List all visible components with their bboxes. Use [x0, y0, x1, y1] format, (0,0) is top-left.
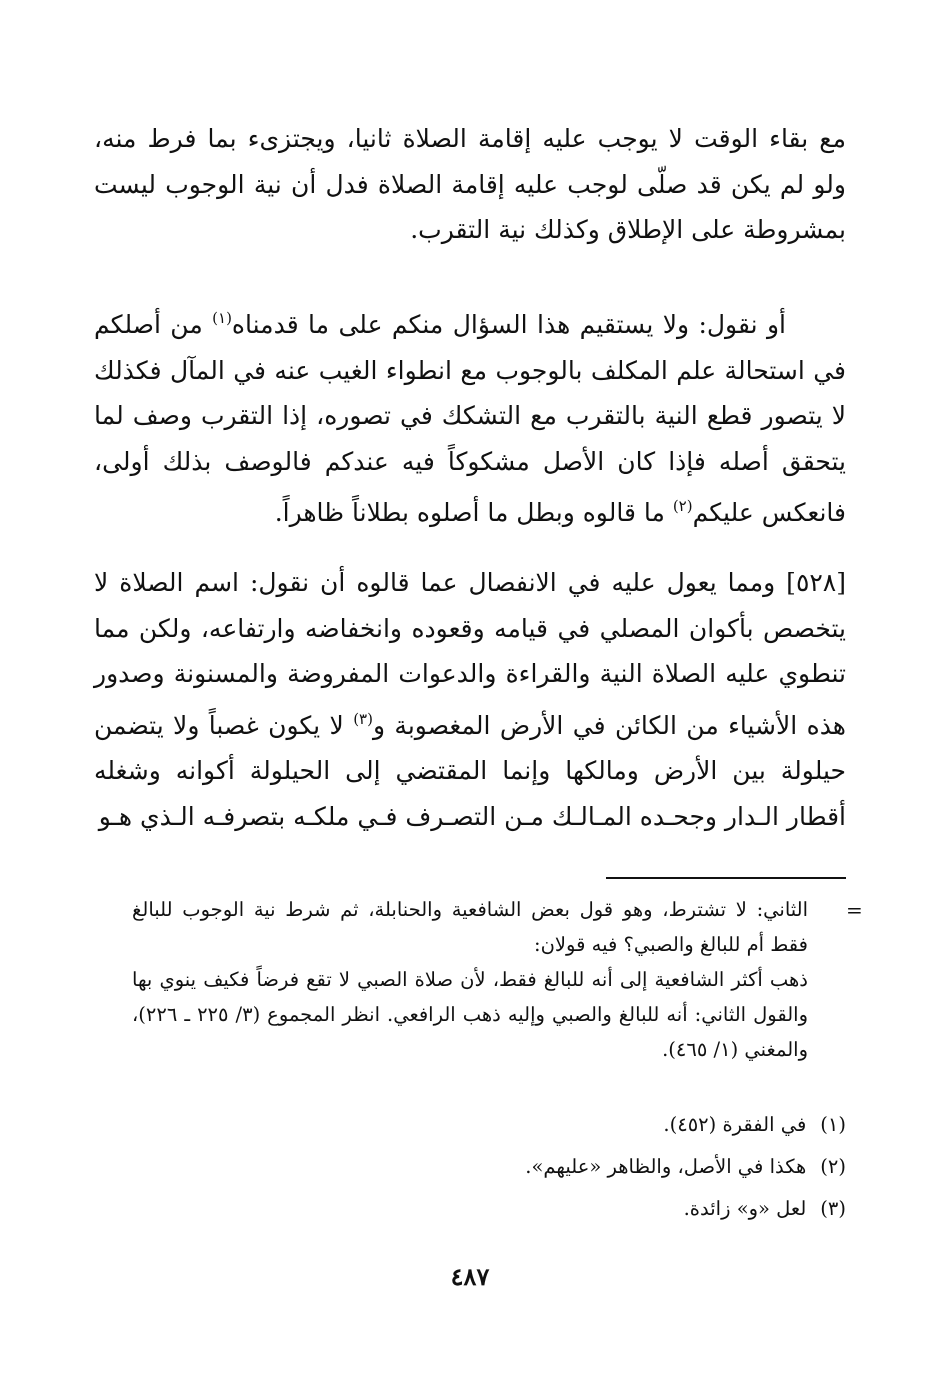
footnote-number: (٢)	[820, 1155, 846, 1178]
paragraph-3-text-a: [٥٢٨] ومما يعول عليه في الانفصال عما قالوه أن نقول: اسم الصلاة لا يتخصص بأكوان المصلي في قيامه وقعوده وانخفاضه وارتفاعه، ولكن مما تنطوي عليه الصلاة النية والقراءة والدعوات المفروضة والمسنونة وصدور هذه الأشياء من الكائن في الأرض المغصوبة و	[94, 568, 846, 740]
footnote-text: لعل «و» زائدة.	[683, 1197, 807, 1220]
footnote-ref-1[interactable]: (١)	[212, 309, 232, 327]
footnote-ref-3[interactable]: (٣)	[353, 709, 373, 728]
footnote-number: (١)	[820, 1113, 846, 1136]
body-paragraph-3	[94, 560, 846, 839]
paragraph-1-text: مع بقاء الوقت لا يوجب عليه إقامة الصلاة ثانيا، ويجتزىء بما فرط منه، ولو لم يكن قد صلّى لوجب عليه إقامة الصلاة فدل أن نية الوجوب ليست بمشروطة على الإطلاق وكذلك نية التقرب.	[94, 124, 846, 244]
paragraph-2-text-a: أو نقول: ولا يستقيم هذا السؤال منكم على ما قدمناه	[231, 310, 786, 339]
body-paragraph-1	[94, 116, 846, 253]
footnote-text: في الفقرة (٤٥٢).	[663, 1113, 807, 1136]
body-paragraph-2	[94, 296, 846, 536]
footnote-number: (٣)	[820, 1197, 846, 1220]
footnote-3	[126, 1191, 846, 1226]
footnote-continuation-marker: =	[846, 898, 863, 922]
footnote-1	[126, 1107, 846, 1142]
paragraph-2-text-c: ما قالوه وبطل ما أصلوه بطلاناً ظاهراً.	[274, 498, 673, 527]
paragraph-3-text-b: لا يكون غصباً ولا يتضمن حيلولة بين الأرض ومالكها وإنما المقتضي إلى الحيلولة أكوانه وشغله أقطار الـدار وجحـده المـالـك مـن التصـرف فـي ملكـه بتصرفـه الـذي هـو	[94, 710, 846, 831]
footnote-separator	[606, 877, 846, 879]
page-number: ٤٨٧	[450, 1262, 490, 1291]
footnote-ref-2[interactable]: (٢)	[672, 497, 693, 515]
paragraph-2-text-b: من أصلكم في استحالة علم المكلف بالوجوب مع انطواء الغيب عنه في المآل فكذلك لا يتصور قطع النية بالتقرب مع التشكك في تصوره، إذا التقرب وصف لما يتحقق أصله فإذا كان الأصل مشكوكاً فيه عندكم فالوصف بذلك أولى، فانعكس عليكم	[94, 310, 846, 527]
footnote-2	[126, 1149, 846, 1184]
footnote-continuation-2: ذهب أكثر الشافعية إلى أنه للبالغ فقط، لأن صلاة الصبي لا تقع فرضاً فكيف ينوي بها والقول الثاني: أنه للبالغ والصبي وإليه ذهب الرافعي. انظر المجموع (٣/ ٢٢٥ ـ ٢٢٦)، والمغني (١/ ٤٦٥).	[132, 968, 808, 1061]
footnote-continuation-1: الثاني: لا تشترط، وهو قول بعض الشافعية والحنابلة، ثم شرط نية الوجوب للبالغ فقط أم للبالغ والصبي؟ فيه قولان:	[132, 898, 808, 956]
footnote-text: هكذا في الأصل، والظاهر «عليهم».	[525, 1155, 807, 1178]
